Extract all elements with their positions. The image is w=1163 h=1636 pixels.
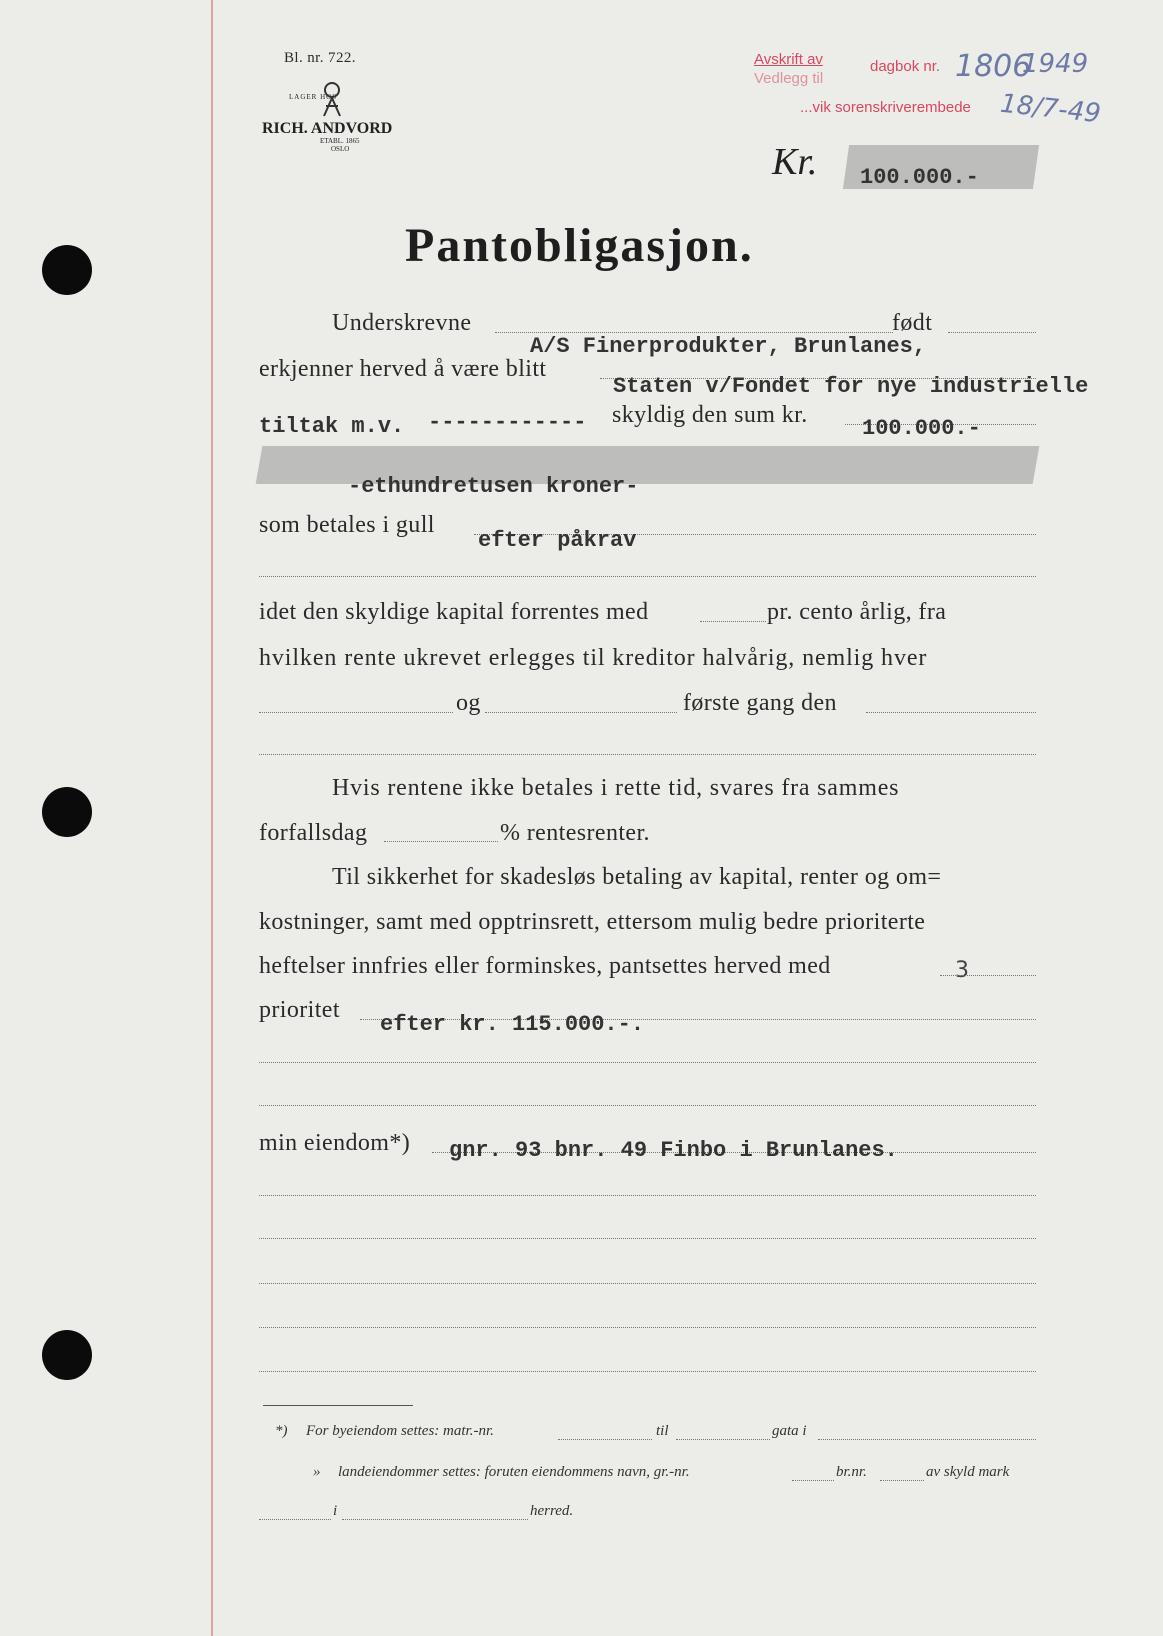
fill-line (259, 712, 453, 713)
header-amount: 100.000.- (860, 165, 979, 190)
erkjenner-label: erkjenner herved å være blitt (259, 356, 547, 382)
red-margin-line (211, 0, 213, 1636)
fill-line (818, 1439, 1036, 1440)
og-label: og (456, 690, 481, 716)
publisher-name: RICH. ANDVORD (262, 120, 393, 137)
fill-line (940, 975, 1036, 976)
footnote-land: landeiendommer settes: foruten eiendommens navn, gr.-nr. (338, 1464, 690, 1480)
handwritten-date: 18/7-49 (998, 88, 1103, 130)
punch-hole (42, 1330, 92, 1380)
payment-terms: efter påkrav (478, 528, 637, 553)
fill-line (880, 1480, 924, 1481)
handwritten-prioritet-nr: 3 (955, 958, 969, 983)
fill-line (259, 1519, 331, 1520)
underskrevne-label: Underskrevne (332, 310, 472, 336)
idet-label: idet den skyldige kapital forrentes med (259, 599, 649, 625)
kostninger-label: kostninger, samt med opptrinsrett, ettersom mulig bedre prioriterte (259, 909, 926, 935)
property-text: gnr. 93 bnr. 49 Finbo i Brunlanes. (449, 1138, 898, 1163)
fill-line (259, 1062, 1036, 1063)
fill-line (259, 576, 1036, 577)
fill-line (259, 1238, 1036, 1239)
fodt-label: født (892, 310, 933, 336)
publisher-logo-icon (318, 78, 348, 118)
creditor-dashes: ------------ (428, 410, 587, 435)
footnote-rule (263, 1405, 413, 1406)
fill-line (485, 712, 677, 713)
prioritet-label: prioritet (259, 997, 340, 1023)
debtor-name: A/S Finerprodukter, Brunlanes, (530, 334, 927, 359)
forste-gang-label: første gang den (683, 690, 837, 716)
footnote-gata: gata i (772, 1423, 807, 1439)
fill-line (259, 1327, 1036, 1328)
fill-line (866, 712, 1036, 713)
fill-line (342, 1519, 528, 1520)
kr-label: Kr. (772, 141, 818, 183)
stamp-court: ...vik sorenskriverembede (800, 99, 971, 116)
fill-line (259, 1105, 1036, 1106)
fill-line (792, 1480, 834, 1481)
pr-cento-label: pr. cento årlig, fra (767, 599, 947, 625)
fill-line (259, 1371, 1036, 1372)
stamp-avskrift: Avskrift av (754, 51, 823, 68)
fill-line (948, 332, 1036, 333)
som-betales-label: som betales i gull (259, 512, 435, 538)
footnote-i: i (333, 1503, 338, 1519)
page-title: Pantobligasjon. (405, 219, 754, 272)
creditor-continued: tiltak m.v. (259, 414, 405, 439)
fill-line (676, 1439, 770, 1440)
stamp-dagbok: dagbok nr. (870, 58, 941, 75)
forfallsdag-label: forfallsdag (259, 820, 368, 846)
footnote-herred: herred. (530, 1503, 574, 1519)
footnote-mark: *) (275, 1423, 288, 1439)
fill-line (700, 621, 766, 622)
fill-line (259, 754, 1036, 755)
hvis-label: Hvis rentene ikke betales i rette tid, svares fra sammes (332, 775, 900, 801)
sum-amount: 100.000.- (862, 416, 981, 441)
publisher-city: OSLO (331, 145, 350, 153)
footnote-brnr: br.nr. (836, 1464, 867, 1480)
punch-hole (42, 245, 92, 295)
fill-line (384, 841, 498, 842)
footnote-quote: » (313, 1464, 321, 1480)
fill-line (495, 332, 893, 333)
min-eiendom-label: min eiendom*) (259, 1130, 411, 1156)
heftelser-label: heftelser innfries eller forminskes, pantsettes herved med (259, 953, 831, 979)
stamp-vedlegg: Vedlegg til (754, 70, 824, 87)
prioritet-text: efter kr. 115.000.-. (380, 1012, 645, 1037)
publisher-logo-top: LAGER HOS (289, 93, 338, 101)
fill-line (259, 1195, 1036, 1196)
handwritten-dagbok-nr: 1806 (955, 49, 1032, 84)
creditor-name: Staten v/Fondet for nye industrielle (613, 374, 1089, 399)
amount-in-words: -ethundretusen kroner- (348, 474, 639, 499)
fill-line (558, 1439, 652, 1440)
form-number: Bl. nr. 722. (284, 50, 356, 66)
footnote-til: til (656, 1423, 669, 1439)
fill-line (259, 1283, 1036, 1284)
skyldig-label: skyldig den sum kr. (612, 402, 808, 428)
footnote-by: For byeiendom settes: matr.-nr. (306, 1423, 494, 1439)
handwritten-year: 1949 (1022, 49, 1089, 79)
punch-hole (42, 787, 92, 837)
rentesrenter-label: % rentesrenter. (500, 820, 650, 846)
hvilken-label: hvilken rente ukrevet erlegges til kreditor halvårig, nemlig hver (259, 645, 928, 671)
til-sikkerhet-label: Til sikkerhet for skadesløs betaling av kapital, renter og om= (332, 864, 942, 890)
footnote-skyld: av skyld mark (926, 1464, 1010, 1480)
publisher-estab: ETABL. 1865 (320, 137, 360, 145)
